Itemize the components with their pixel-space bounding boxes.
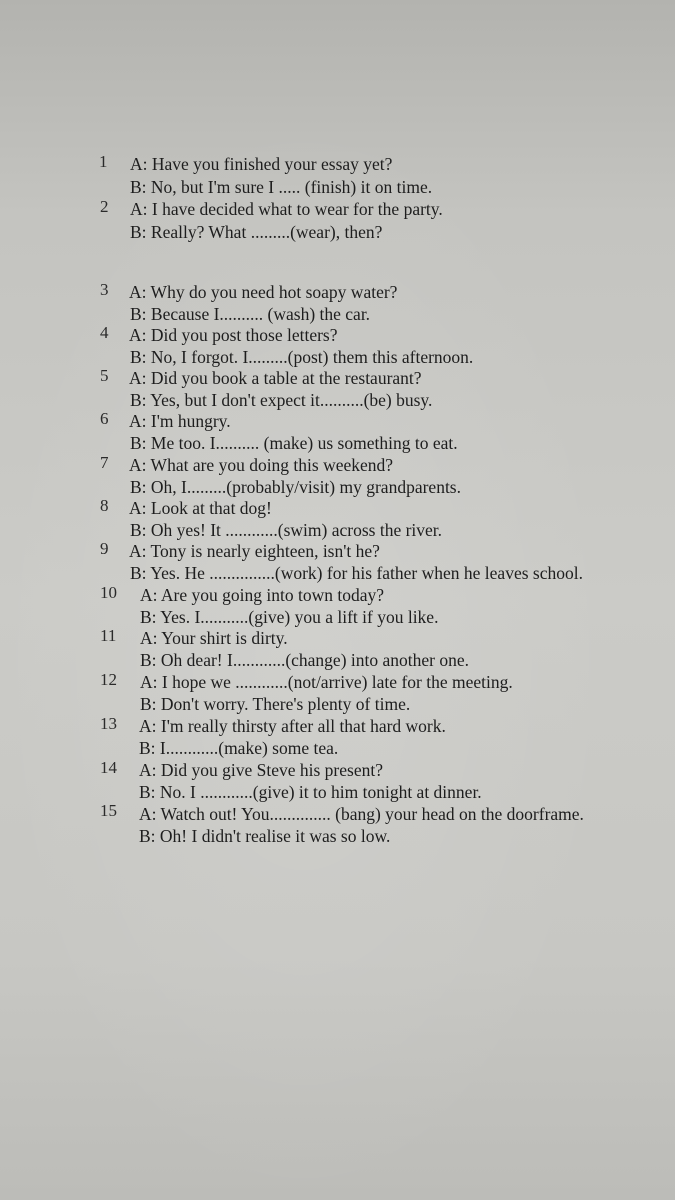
speaker-a-line: A: Did you post those letters?: [129, 325, 338, 345]
item-number: 14: [100, 758, 117, 777]
speaker-a-line: A: I hope we ............(not/arrive) late for the meeting.: [140, 672, 513, 692]
item-number: 4: [100, 323, 109, 342]
speaker-a-line: A: Tony is nearly eighteen, isn't he?: [129, 541, 380, 561]
item-number: 6: [100, 409, 109, 428]
speaker-a-line: A: Did you give Steve his present?: [139, 760, 383, 780]
item-number: 15: [100, 801, 117, 820]
speaker-a-line: A: I have decided what to wear for the party.: [130, 199, 443, 219]
item-number: 8: [100, 496, 109, 515]
item-number: 9: [100, 539, 109, 558]
item-number: 1: [99, 152, 108, 171]
speaker-b-line: B: Me too. I.......... (make) us something to eat.: [130, 433, 458, 453]
speaker-a-line: A: Why do you need hot soapy water?: [129, 282, 398, 302]
speaker-a-line: A: Have you finished your essay yet?: [130, 154, 393, 174]
speaker-b-line: B: Yes, but I don't expect it..........(be) busy.: [130, 390, 433, 410]
item-number: 5: [100, 366, 109, 385]
speaker-b-line: B: Because I.......... (wash) the car.: [130, 304, 371, 324]
speaker-b-line: B: Yes. I...........(give) you a lift if you like.: [140, 607, 439, 627]
item-number: 3: [100, 280, 109, 299]
speaker-a-line: A: Your shirt is dirty.: [140, 628, 288, 648]
speaker-a-line: A: Are you going into town today?: [140, 585, 385, 605]
speaker-a-line: A: I'm hungry.: [129, 411, 231, 431]
speaker-b-line: B: Oh dear! I............(change) into another one.: [140, 650, 469, 670]
speaker-b-line: B: I............(make) some tea.: [139, 738, 339, 758]
speaker-a-line: A: Look at that dog!: [129, 498, 272, 518]
item-number: 13: [100, 714, 117, 733]
speaker-b-line: B: Oh yes! It ............(swim) across the river.: [130, 520, 443, 540]
speaker-b-line: B: Don't worry. There's plenty of time.: [140, 694, 411, 714]
speaker-b-line: B: Yes. He ...............(work) for his father when he leaves school.: [130, 563, 583, 583]
speaker-b-line: B: No. I ............(give) it to him tonight at dinner.: [139, 782, 482, 802]
item-number: 12: [100, 670, 117, 689]
speaker-b-line: B: No, I forgot. I.........(post) them this afternoon.: [130, 347, 474, 367]
speaker-a-line: A: Watch out! You.............. (bang) your head on the doorframe.: [139, 804, 584, 824]
item-number: 2: [100, 197, 109, 216]
item-number: 10: [100, 583, 117, 602]
speaker-b-line: B: Oh! I didn't realise it was so low.: [139, 826, 391, 846]
speaker-a-line: A: What are you doing this weekend?: [129, 455, 394, 475]
item-number: 11: [100, 626, 117, 645]
speaker-b-line: B: Oh, I.........(probably/visit) my grandparents.: [130, 477, 461, 497]
item-number: 7: [100, 453, 109, 472]
speaker-b-line: B: No, but I'm sure I ..... (finish) it on time.: [130, 177, 433, 197]
speaker-a-line: A: I'm really thirsty after all that hard work.: [139, 716, 446, 736]
speaker-b-line: B: Really? What .........(wear), then?: [130, 222, 383, 242]
speaker-a-line: A: Did you book a table at the restaurant?: [129, 368, 422, 388]
